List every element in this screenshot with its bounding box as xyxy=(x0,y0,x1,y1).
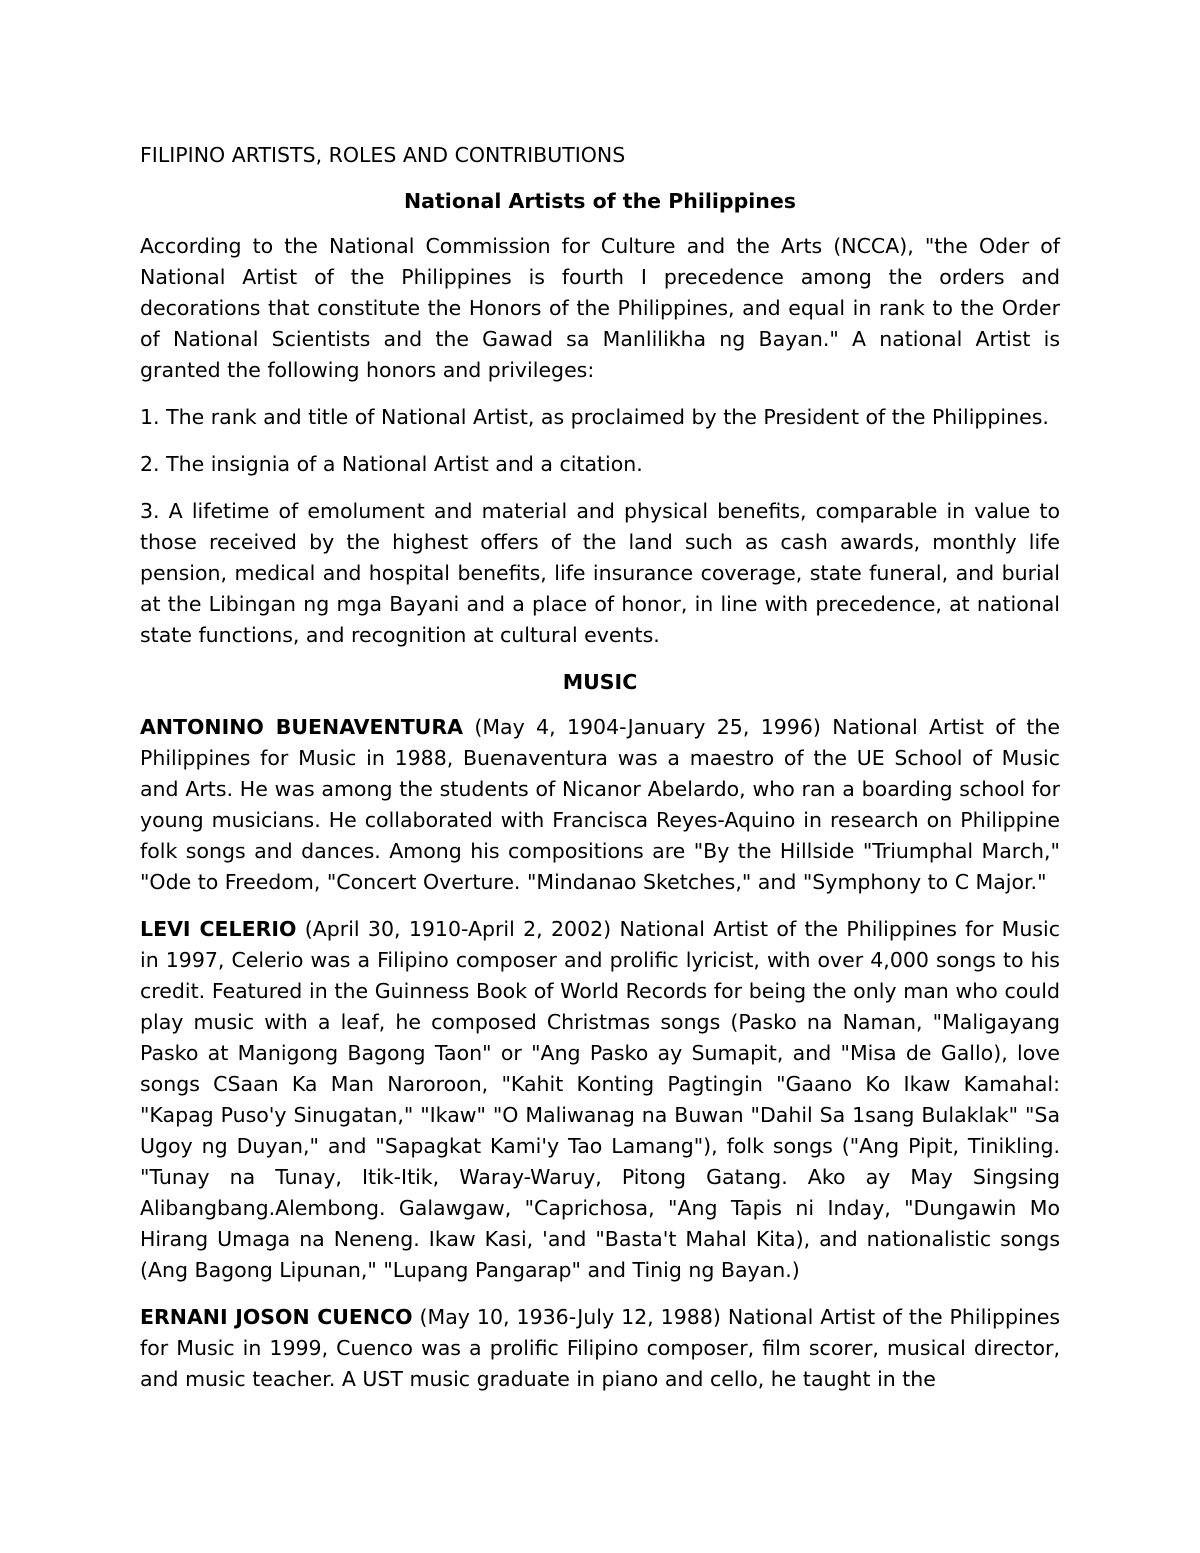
artist-paragraph-cuenco xyxy=(140,1302,1060,1395)
artist-name-celerio: LEVI CELERIO xyxy=(140,917,297,941)
list-item-2: 2. The insignia of a National Artist and a citation. xyxy=(140,452,643,476)
artist-name-cuenco: ERNANI JOSON CUENCO xyxy=(140,1305,413,1329)
document-page xyxy=(140,140,1060,1411)
artist-paragraph-buenaventura xyxy=(140,712,1060,898)
heading-national-artists: National Artists of the Philippines xyxy=(404,189,796,213)
list-item-3: 3. A lifetime of emolument and material and physical benefits, comparable in value to those received by the highest offers of the land such as cash awards, monthly life pension, medical and hospital benefits, life insurance coverage, state funeral, and burial at the Libingan ng mga Bayani and a place of honor, in line with precedence, at national state functions, and recognition at cultural events. xyxy=(140,499,1060,647)
artist-paragraph-celerio xyxy=(140,914,1060,1286)
document-title: FILIPINO ARTISTS, ROLES AND CONTRIBUTIONS xyxy=(140,143,626,167)
list-item-1: 1. The rank and title of National Artist, as proclaimed by the President of the Philippines. xyxy=(140,405,1049,429)
artist-bio-celerio: (April 30, 1910-April 2, 2002) National Artist of the Philippines for Music in 1997, Celerio was a Filipino composer and prolific lyricist, with over 4,000 songs to his credit. Featured in the Guinness Book of World Records for being the only man who could play music with a leaf, he composed Christmas songs (Pasko na Naman, "Maligayang Pasko at Manigong Bagong Taon" or "Ang Pasko ay Sumapit, and "Misa de Gallo), love songs CSaan Ka Man Naroroon, "Kahit Konting Pagtingin "Gaano Ko Ikaw Kamahal: "Kapag Puso'y Sinugatan," "Ikaw" "O Maliwanag na Buwan "Dahil Sa 1sang Bulaklak" "Sa Ugoy ng Duyan," and "Sapagkat Kami'y Tao Lamang"), folk songs ("Ang Pipit, Tinikling. "Tunay na Tunay, Itik-Itik, Waray-Waruy, Pitong Gatang. Ako ay May Singsing Alibangbang.Alembong. Galawgaw, "Caprichosa, "Ang Tapis ni Inday, "Dungawin Mo Hirang Umaga na Neneng. Ikaw Kasi, 'and "Basta't Mahal Kita), and nationalistic songs (Ang Bagong Lipunan," "Lupang Pangarap" and Tinig ng Bayan.) xyxy=(140,917,1061,1282)
heading-music: MUSIC xyxy=(562,670,638,694)
artist-name-buenaventura: ANTONINO BUENAVENTURA xyxy=(140,715,463,739)
artist-bio-buenaventura: (May 4, 1904-January 25, 1996) National Artist of the Philippines for Music in 1988, Buenaventura was a maestro of the UE School of Music and Arts. He was among the students of Nicanor Abelardo, who ran a boarding school for young musicians. He collaborated with Francisca Reyes-Aquino in research on Philippine folk songs and dances. Among his compositions are "By the Hillside "Triumphal March," "Ode to Freedom, "Concert Overture. "Mindanao Sketches," and "Symphony to C Major." xyxy=(140,715,1060,894)
artist-bio-cuenco: (May 10, 1936-July 12, 1988) National Artist of the Philippines for Music in 1999, Cuenco was a prolific Filipino composer, film scorer, musical director, and music teacher. A UST music graduate in piano and cello, he taught in the xyxy=(140,1305,1060,1391)
intro-paragraph: According to the National Commission for Culture and the Arts (NCCA), "the Oder of National Artist of the Philippines is fourth I precedence among the orders and decorations that constitute the Honors of the Philippines, and equal in rank to the Order of National Scientists and the Gawad sa Manlilikha ng Bayan." A national Artist is granted the following honors and privileges: xyxy=(140,234,1060,382)
